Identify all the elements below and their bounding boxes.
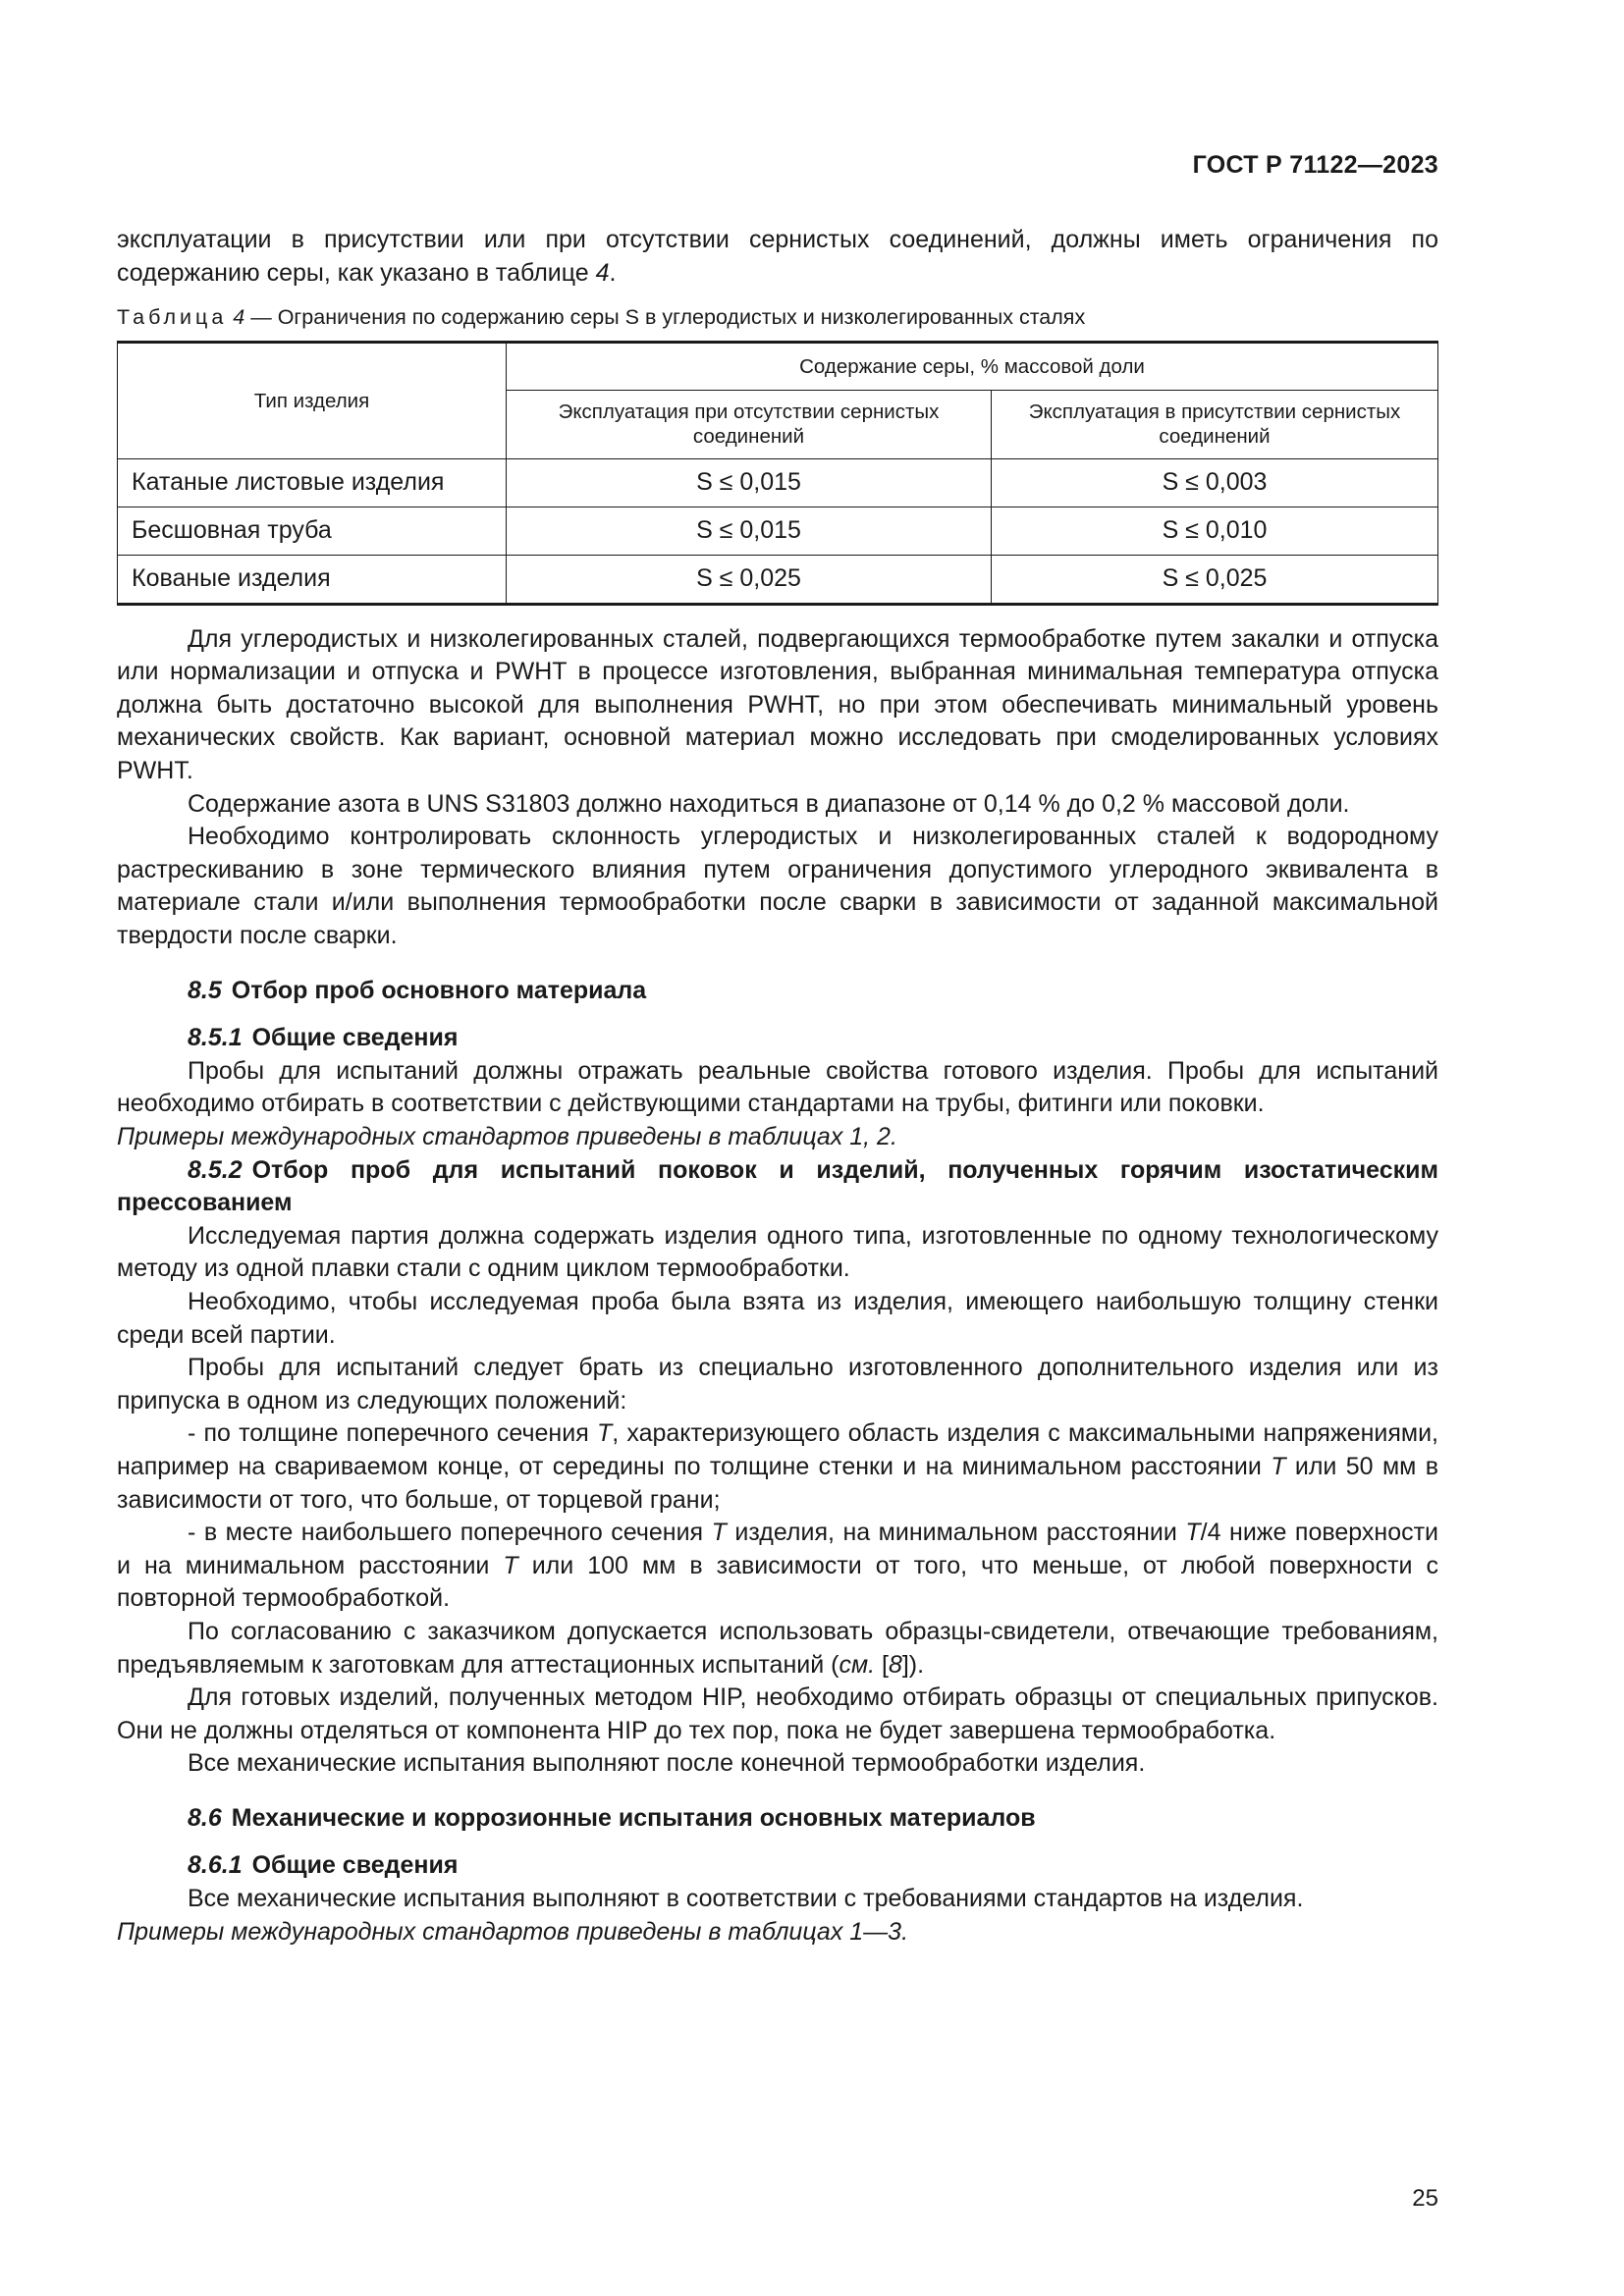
symbol-t: T <box>596 1419 613 1448</box>
list-item <box>117 1417 1438 1517</box>
see-abbrev: см. <box>839 1650 876 1679</box>
italic-note: Примеры международных стандартов приведены в таблицах 1—3. <box>117 1917 909 1946</box>
section-title: Отбор проб для испытаний поковок и изделий, полученных горячим изостатическим прессованием <box>117 1155 1438 1217</box>
paragraph: Все механические испытания выполняют в соответствии с требованиями стандартов на изделия. <box>188 1885 1304 1913</box>
cell-present: S ≤ 0,025 <box>992 555 1438 603</box>
list-item <box>117 1517 1438 1616</box>
text: По согласованию с заказчиком допускается использовать образцы-свидетели, отвечающие требованиям, предъявляемым к заготовкам для аттестационных испытаний ( <box>117 1617 1438 1679</box>
table-caption-title: — Ограничения по содержанию серы S в углеродистых и низколегированных сталях <box>244 305 1086 330</box>
cell-type: Катаные листовые изделия <box>118 458 507 507</box>
col-header-product-type: Тип изделия <box>118 344 507 458</box>
paragraph: Пробы для испытаний следует брать из специально изготовленного дополнительного изделия или из припуска в одном из следующих положений: <box>117 1354 1438 1415</box>
cell-type: Бесшовная труба <box>118 507 507 555</box>
page-number: 25 <box>1412 2185 1438 2212</box>
col-header-absent: Эксплуатация при отсутствии сернистых соединений <box>507 390 992 458</box>
cell-type: Кованые изделия <box>118 555 507 603</box>
intro-text-end: . <box>609 258 617 287</box>
text: /4 ниже поверхности и на минимальном расстоянии <box>117 1519 1439 1579</box>
document-body <box>117 224 1438 1949</box>
table-row <box>118 458 1438 507</box>
text: ]). <box>901 1650 925 1679</box>
table-caption <box>117 302 1438 332</box>
cell-absent: S ≤ 0,015 <box>507 458 992 507</box>
intro-paragraph <box>117 224 1438 290</box>
bibliography-ref: 8 <box>888 1650 902 1679</box>
section-heading-8-6 <box>117 1802 1438 1836</box>
paragraph: Необходимо контролировать склонность углеродистых и низколегированных сталей к водородному растрескиванию в зоне термического влияния путем ограничения допустимого углеродного эквивалента в материале стали и/или выполнения термообработки после сварки в зависимости от заданной максимальной твердости после сварки. <box>117 823 1438 950</box>
paragraph <box>117 1616 1438 1682</box>
paragraph: Необходимо, чтобы исследуемая проба была взята из изделия, имеющего наибольшую толщину стенки среди всей партии. <box>117 1287 1438 1349</box>
text: , характеризующего область изделия с максимальными напряжениями, например на свариваемом конце, от середины по толщине стенки и на минимальном расстоянии <box>117 1419 1439 1480</box>
section-title: Общие сведения <box>251 1024 459 1052</box>
col-header-present: Эксплуатация в присутствии сернистых соединений <box>992 390 1438 458</box>
paragraph: Пробы для испытаний должны отражать реальные свойства готового изделия. Пробы для испытаний необходимо отбирать в соответствии с действующими стандартами на трубы, фитинги или поковки. <box>117 1056 1438 1118</box>
sulfur-table-frame <box>117 341 1438 606</box>
section-title: Механические и коррозионные испытания основных материалов <box>231 1803 1036 1832</box>
text: изделия, на минимальном расстоянии <box>726 1519 1186 1547</box>
section-number: 8.6 <box>188 1803 222 1832</box>
cell-absent: S ≤ 0,025 <box>507 555 992 603</box>
col-group-header-sulfur: Содержание серы, % массовой доли <box>507 344 1438 390</box>
text: - по толщине поперечного сечения <box>188 1419 597 1448</box>
section-heading-8-5-2 <box>117 1154 1438 1220</box>
symbol-t: T <box>711 1519 727 1547</box>
cell-absent: S ≤ 0,015 <box>507 507 992 555</box>
sulfur-table <box>117 344 1438 603</box>
paragraph: Содержание азота в UNS S31803 должно находиться в диапазоне от 0,14 % до 0,2 % массовой доли. <box>188 789 1350 818</box>
table-row <box>118 507 1438 555</box>
paragraph: Для готовых изделий, полученных методом HIP, необходимо отбирать образцы от специальных припусков. Они не должны отделяться от компонента HIP до тех пор, пока не будет завершена термообработка. <box>117 1683 1438 1744</box>
section-number: 8.6.1 <box>188 1851 243 1880</box>
text: [ <box>875 1650 889 1679</box>
section-title: Отбор проб основного материала <box>231 976 647 1004</box>
section-number: 8.5 <box>188 976 222 1004</box>
intro-text: эксплуатации в присутствии или при отсутствии сернистых соединений, должны иметь ограничения по содержанию серы, как указано в таблице <box>117 226 1438 287</box>
section-title: Общие сведения <box>251 1851 459 1880</box>
cell-present: S ≤ 0,003 <box>992 458 1438 507</box>
section-heading-8-6-1 <box>117 1849 1438 1883</box>
text: или 100 мм в зависимости от того, что меньше, от любой поверхности с повторной термообработкой. <box>117 1551 1438 1613</box>
table-row <box>118 555 1438 603</box>
table-caption-label: Таблица <box>117 305 228 330</box>
paragraph: Для углеродистых и низколегированных сталей, подвергающихся термообработке путем закалки и отпуска или нормализации и отпуска и PWHT в процессе изготовления, выбранная минимальная температура отпуска должна быть достаточно высокой для выполнения PWHT, но при этом обеспечивать минимальный уровень механических свойств. Как вариант, основной материал можно исследовать при смоделированных условиях PWHT. <box>117 624 1438 785</box>
paragraph: Исследуемая партия должна содержать изделия одного типа, изготовленные по одному технологическому методу из одной плавки стали с одним циклом термообработки. <box>117 1221 1438 1283</box>
symbol-t: T <box>503 1551 518 1579</box>
text: - в месте наибольшего поперечного сечения <box>188 1519 712 1547</box>
cell-present: S ≤ 0,010 <box>992 507 1438 555</box>
section-heading-8-5 <box>117 975 1438 1008</box>
paragraph: Все механические испытания выполняют после конечной термообработки изделия. <box>188 1749 1146 1778</box>
table-caption-number: 4 <box>233 305 245 330</box>
symbol-t: T <box>1185 1519 1201 1547</box>
text: или 50 мм в зависимости от того, что больше, от торцевой грани; <box>117 1452 1438 1514</box>
document-header: ГОСТ Р 71122—2023 <box>1192 151 1438 179</box>
section-heading-8-5-1 <box>117 1022 1438 1055</box>
symbol-t: T <box>1271 1452 1286 1480</box>
document-page <box>117 0 1438 2296</box>
italic-note: Примеры международных стандартов приведены в таблицах 1, 2. <box>117 1123 897 1150</box>
section-number: 8.5.1 <box>188 1024 243 1052</box>
section-number: 8.5.2 <box>188 1155 243 1184</box>
table-reference: 4 <box>595 258 610 287</box>
